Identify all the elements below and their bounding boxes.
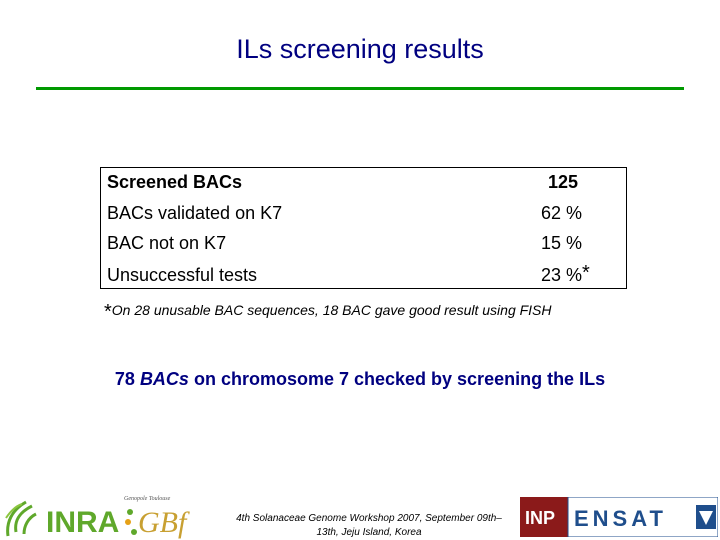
footnote xyxy=(104,298,552,321)
row-label: Screened BACs xyxy=(107,172,243,192)
gbf-dot-icon xyxy=(125,519,131,525)
inra-leaf-icon xyxy=(6,502,36,536)
table-row xyxy=(101,199,626,229)
row-value-text: 23 % xyxy=(541,265,583,285)
gbf-logo xyxy=(120,488,210,540)
table-row xyxy=(101,261,626,291)
footnote-text: On 28 unusable BAC sequences, 18 BAC gave good result using FISH xyxy=(111,302,552,318)
row-value xyxy=(541,262,590,288)
inp-ensat-logo xyxy=(520,497,718,537)
footer-line-2: 13th, Jeju Island, Korea xyxy=(316,527,422,538)
row-label: BAC not on K7 xyxy=(107,233,227,253)
footer-line-1: 4th Solanaceae Genome Workshop 2007, September 09th– xyxy=(236,513,502,524)
conclusion-rest: on chromosome 7 checked by screening the ILs xyxy=(188,369,606,389)
row-value: 125 xyxy=(548,172,579,192)
row-label: BACs validated on K7 xyxy=(107,203,283,223)
footnote-marker: * xyxy=(104,301,112,323)
results-table xyxy=(100,167,627,289)
conclusion-prefix: 78 xyxy=(114,369,140,389)
inp-wordmark: INP xyxy=(525,508,556,528)
gbf-dot-icon xyxy=(127,509,133,515)
footer-caption xyxy=(214,512,524,540)
title-underline xyxy=(36,87,684,90)
inra-logo xyxy=(2,488,120,540)
row-label: Unsuccessful tests xyxy=(107,265,258,285)
inra-wordmark: INRA xyxy=(46,506,120,539)
conclusion-emphasis: BACs xyxy=(139,369,189,389)
table-row xyxy=(101,229,626,259)
value-footnote-marker: * xyxy=(582,262,590,284)
row-value: 62 % xyxy=(541,203,583,223)
table-row xyxy=(101,168,626,198)
gbf-dot-icon xyxy=(131,529,137,535)
gbf-wordmark: GBf xyxy=(138,506,187,539)
ensat-wordmark: ENSAT xyxy=(574,506,667,531)
slide-title: ILs screening results xyxy=(236,34,484,64)
conclusion-text xyxy=(0,369,720,390)
row-value: 15 % xyxy=(541,233,583,253)
gbf-tagline: Genopole Toulouse xyxy=(124,496,171,502)
